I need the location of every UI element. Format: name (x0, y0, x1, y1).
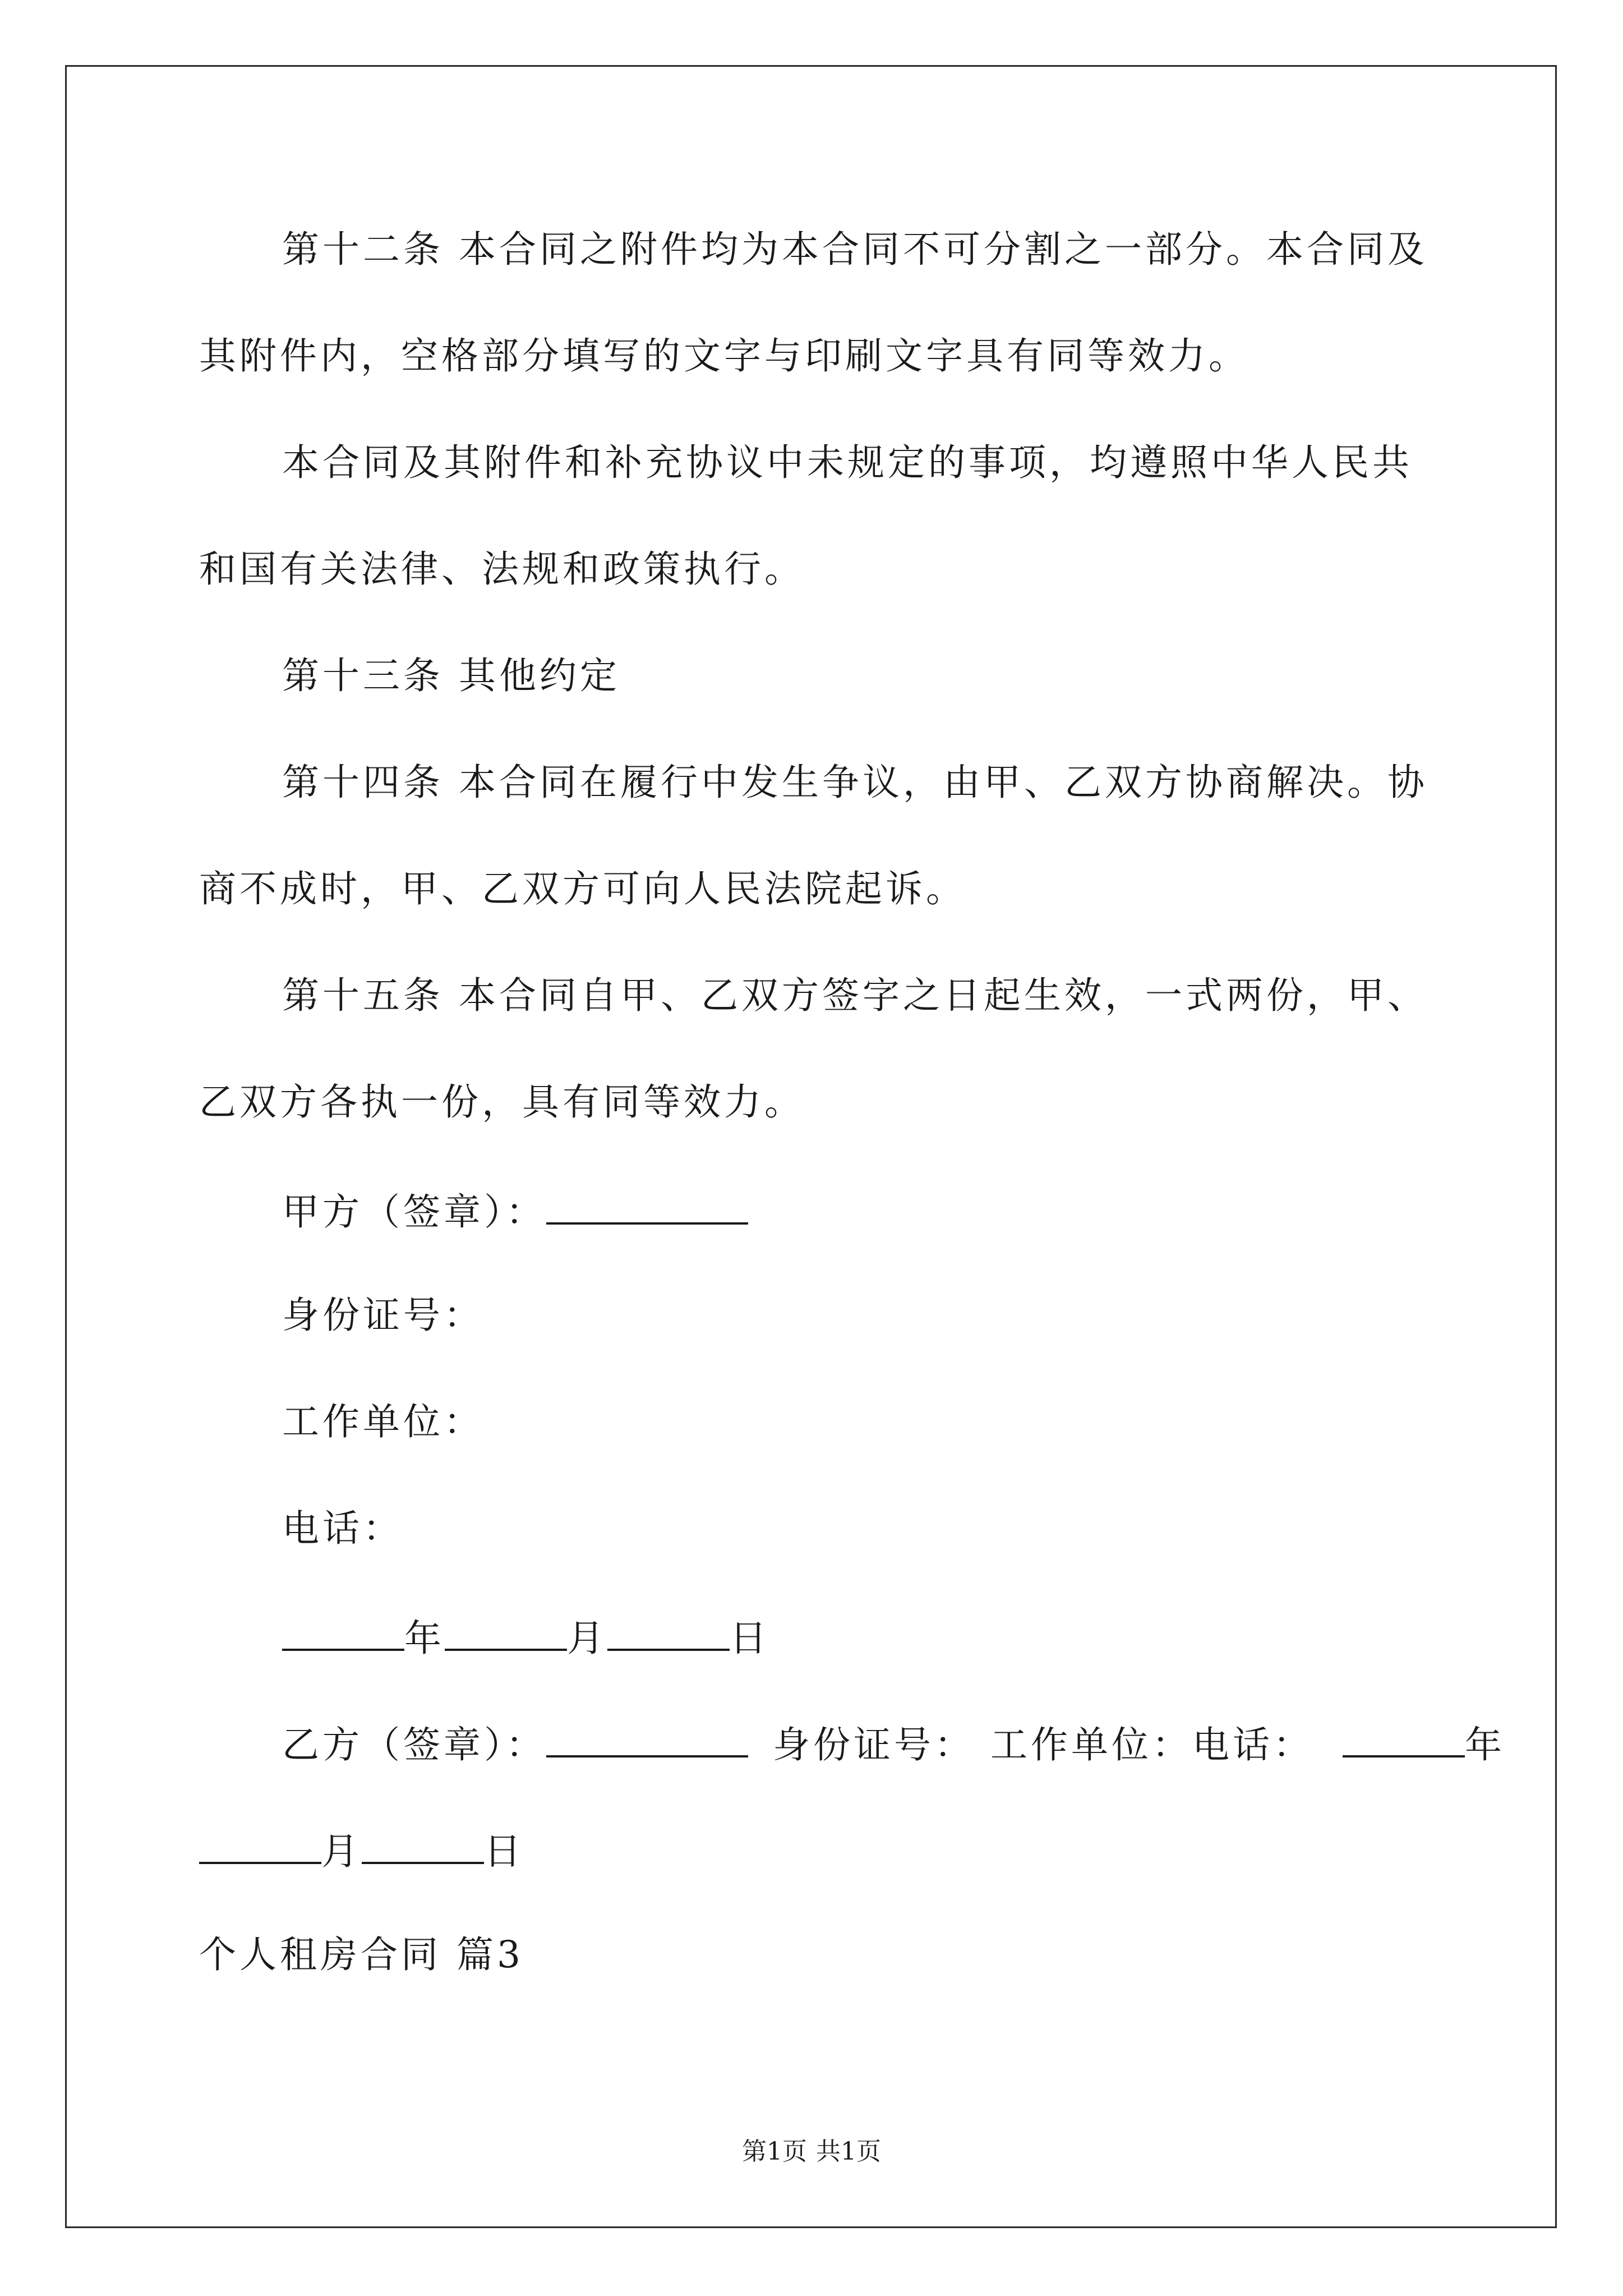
paragraph-line: 乙双方各执一份，具有同等效力。 (199, 1080, 805, 1124)
party-b-phone-label: 电话： (1192, 1723, 1313, 1766)
paragraph-line: 商不成时，甲、乙双方可向人民法院起诉。 (199, 867, 966, 910)
paragraph-line: 第十四条 本合同在履行中发生争议，由甲、乙双方协商解决。协 (282, 761, 1428, 804)
party-a-signature-row (282, 1186, 748, 1235)
paragraph-line: 第十三条 其他约定 (282, 654, 620, 697)
paragraph-line: 和国有关法律、法规和政策执行。 (199, 547, 805, 591)
paragraph-line: 第十五条 本合同自甲、乙双方签字之日起生效，一式两份，甲、 (282, 974, 1428, 1017)
party-a-signature-label: 甲方（签章）： (282, 1190, 546, 1234)
day-label: 日 (484, 1830, 524, 1873)
year-blank (1343, 1719, 1465, 1757)
page-total: 共1页 (816, 2137, 881, 2166)
party-a-date-row (282, 1613, 770, 1661)
month-blank (445, 1613, 567, 1651)
day-label: 日 (730, 1617, 770, 1660)
party-b-id-label: 身份证号： (773, 1723, 975, 1766)
party-b-date-row (199, 1826, 524, 1874)
month-label: 月 (567, 1617, 607, 1660)
year-blank (282, 1613, 404, 1651)
party-a-work-label: 工作单位： (282, 1400, 484, 1443)
day-blank (362, 1826, 484, 1864)
month-blank (199, 1826, 321, 1864)
party-b-signature-blank (546, 1719, 748, 1757)
year-label: 年 (404, 1617, 445, 1660)
paragraph-line: 本合同及其附件和补充协议中未规定的事项，均遵照中华人民共 (282, 441, 1413, 484)
party-b-signature-label: 乙方（签章）： (282, 1723, 546, 1766)
page-footer (0, 2136, 1623, 2168)
year-label: 年 (1465, 1723, 1505, 1766)
month-label: 月 (321, 1830, 362, 1873)
page-border (65, 65, 1557, 2228)
day-blank (607, 1613, 730, 1651)
party-a-phone-label: 电话： (282, 1507, 403, 1550)
party-b-row (282, 1719, 1505, 1768)
paragraph-line: 第十二条 本合同之附件均为本合同不可分割之一部分。本合同及 (282, 228, 1428, 271)
party-b-work-label: 工作单位： (990, 1723, 1192, 1766)
party-a-signature-blank (546, 1186, 748, 1225)
page-number: 第1页 (742, 2137, 807, 2166)
paragraph-line: 其附件内，空格部分填写的文字与印刷文字具有同等效力。 (199, 334, 1249, 378)
section-heading: 个人租房合同 篇3 (199, 1933, 524, 1976)
party-a-id-label: 身份证号： (282, 1294, 484, 1337)
